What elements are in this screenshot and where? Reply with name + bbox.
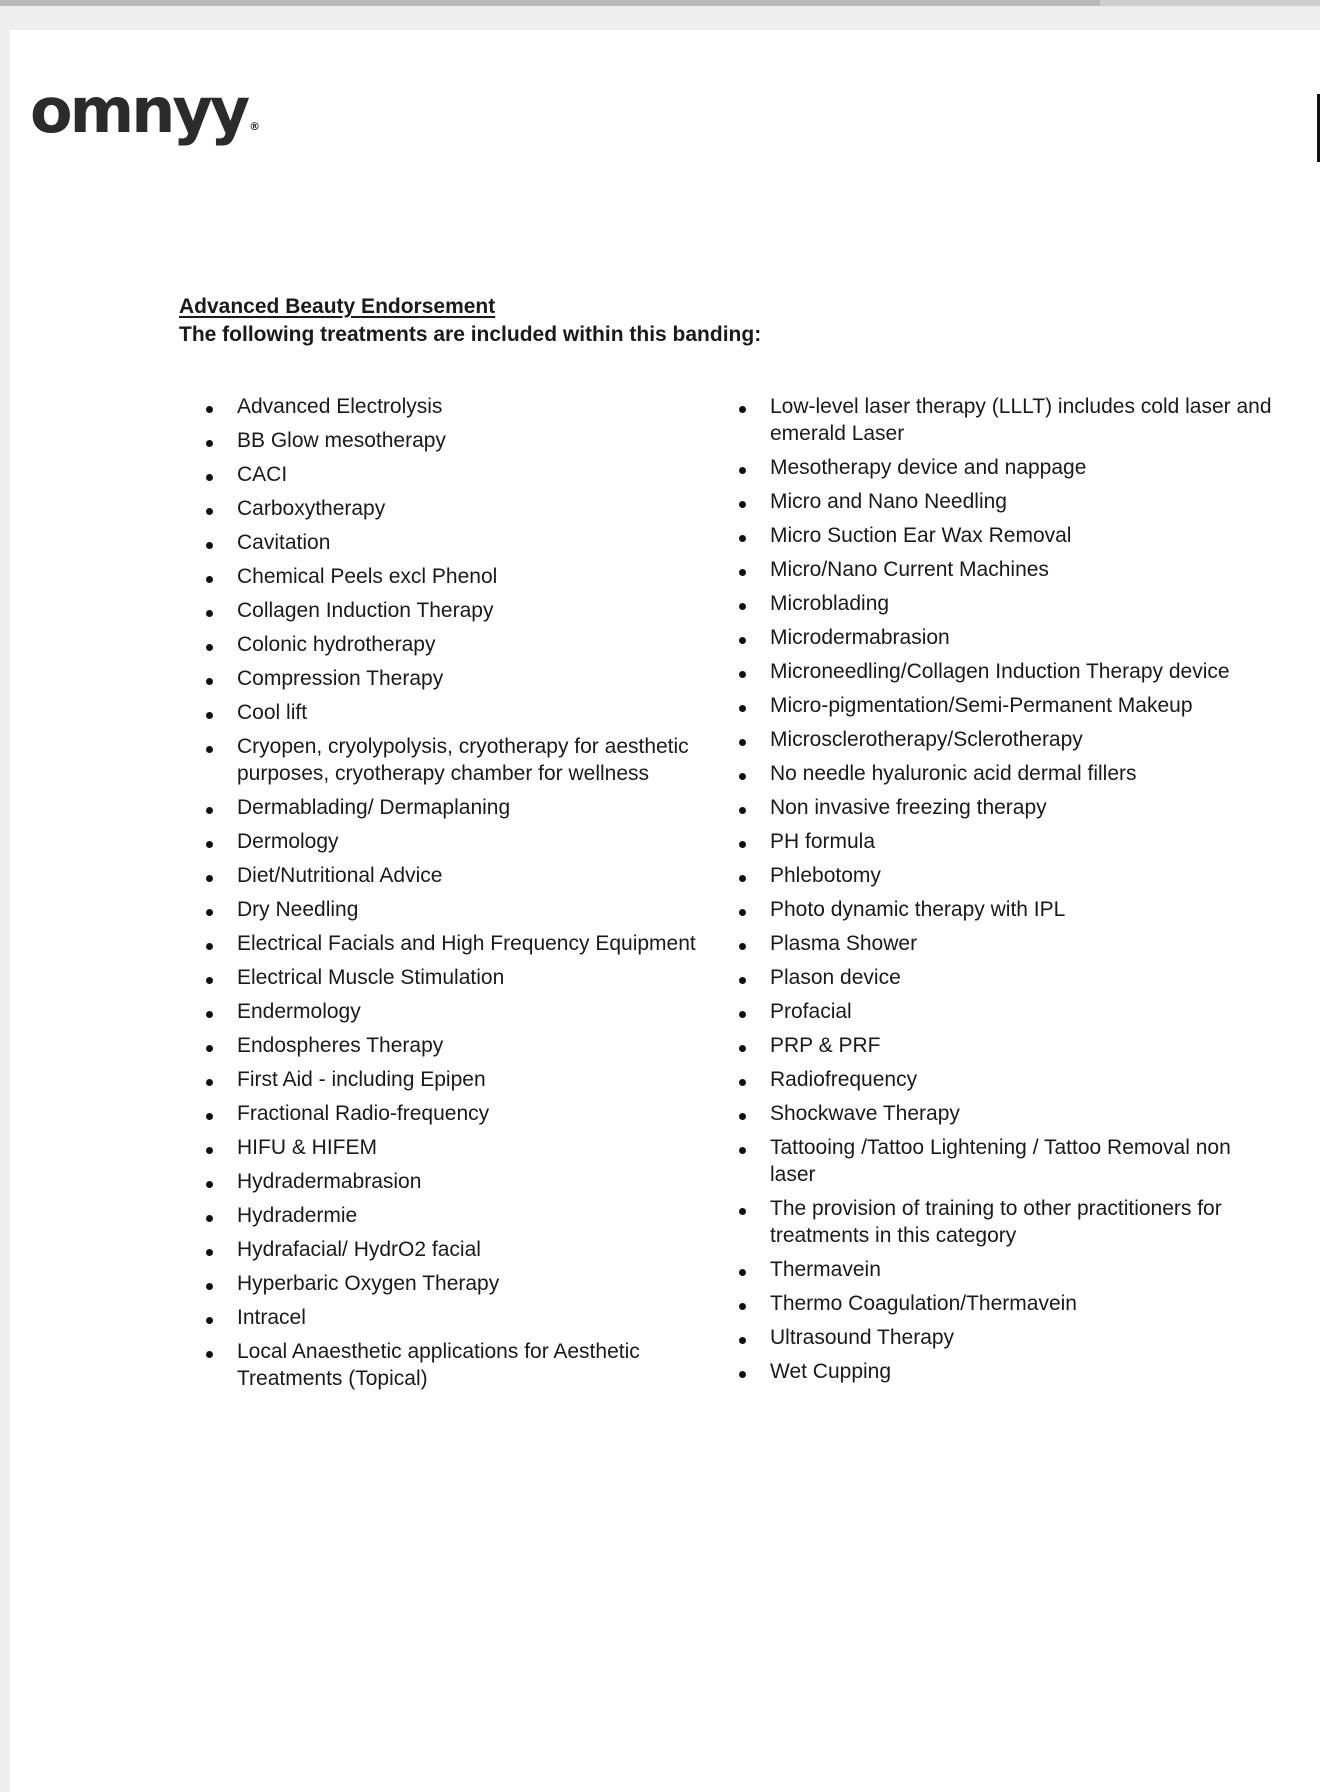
treatment-list-item xyxy=(712,590,1272,617)
bullet-icon xyxy=(206,1181,213,1188)
bullet-icon xyxy=(739,773,746,780)
treatment-list-item xyxy=(179,1134,699,1161)
omnyy-logo xyxy=(30,74,261,147)
bullet-icon xyxy=(739,841,746,848)
bullet-icon xyxy=(739,406,746,413)
treatment-label: Collagen Induction Therapy xyxy=(237,599,494,622)
top-scroll-bar xyxy=(0,0,1320,6)
treatment-list-item xyxy=(712,692,1272,719)
bullet-icon xyxy=(206,474,213,481)
treatment-label: Advanced Electrolysis xyxy=(237,395,443,418)
treatment-label: Colonic hydrotherapy xyxy=(237,633,436,656)
treatment-list-item xyxy=(712,1256,1272,1283)
bullet-icon xyxy=(739,569,746,576)
treatment-label: Profacial xyxy=(770,1000,852,1023)
bullet-icon xyxy=(206,807,213,814)
bullet-icon xyxy=(739,671,746,678)
treatment-label: The provision of training to other practitioners for treatments in this category xyxy=(770,1197,1222,1247)
treatment-label: Photo dynamic therapy with IPL xyxy=(770,898,1066,921)
document-heading xyxy=(179,293,761,349)
treatment-label: Cool lift xyxy=(237,701,308,724)
treatment-list-item xyxy=(179,1100,699,1127)
bullet-icon xyxy=(206,1045,213,1052)
bullet-icon xyxy=(206,1317,213,1324)
treatment-list-item xyxy=(179,930,699,957)
treatment-label: Radiofrequency xyxy=(770,1068,918,1091)
treatment-label: First Aid - including Epipen xyxy=(237,1068,486,1091)
bullet-icon xyxy=(739,1079,746,1086)
treatment-list-item xyxy=(712,393,1272,447)
treatment-list-item xyxy=(179,862,699,889)
treatment-list-item xyxy=(179,427,699,454)
treatment-list-item xyxy=(712,794,1272,821)
document-title: Advanced Beauty Endorsement xyxy=(179,295,496,318)
bullet-icon xyxy=(206,542,213,549)
treatments-list-right xyxy=(712,393,1272,1392)
treatment-label: Thermavein xyxy=(770,1258,881,1281)
treatment-label: Chemical Peels excl Phenol xyxy=(237,565,498,588)
treatment-list-item xyxy=(179,1270,699,1297)
treatment-list-item xyxy=(712,862,1272,889)
treatment-list-item xyxy=(712,964,1272,991)
treatment-label: Ultrasound Therapy xyxy=(770,1326,955,1349)
treatment-label: Electrical Muscle Stimulation xyxy=(237,966,505,989)
treatment-list-item xyxy=(712,1066,1272,1093)
treatment-label: Cryopen, cryolypolysis, cryotherapy for aesthetic purposes, cryotherapy chamber for wellness xyxy=(237,735,689,785)
treatment-label: Endermology xyxy=(237,1000,361,1023)
bullet-icon xyxy=(739,1011,746,1018)
bullet-icon xyxy=(206,1147,213,1154)
bullet-icon xyxy=(739,1045,746,1052)
treatment-list-item xyxy=(712,1324,1272,1351)
bullet-icon xyxy=(739,977,746,984)
treatment-label: Hydradermie xyxy=(237,1204,358,1227)
treatment-list-item xyxy=(179,998,699,1025)
bullet-icon xyxy=(739,1113,746,1120)
bullet-icon xyxy=(206,1283,213,1290)
treatment-list-item xyxy=(712,930,1272,957)
bullet-icon xyxy=(739,1269,746,1276)
bullet-icon xyxy=(739,705,746,712)
bullet-icon xyxy=(206,678,213,685)
treatment-list-item xyxy=(179,461,699,488)
document-subtitle: The following treatments are included within this banding: xyxy=(179,323,762,346)
treatment-label: Phlebotomy xyxy=(770,864,881,887)
bullet-icon xyxy=(739,807,746,814)
treatment-list-item xyxy=(179,393,699,420)
treatment-list-item xyxy=(179,597,699,624)
registered-mark: ® xyxy=(249,120,261,133)
document-page xyxy=(10,30,1320,1792)
treatment-label: Fractional Radio-frequency xyxy=(237,1102,490,1125)
bullet-icon xyxy=(206,1011,213,1018)
bullet-icon xyxy=(206,1113,213,1120)
treatment-list-item xyxy=(712,1290,1272,1317)
top-bar-segment xyxy=(1100,0,1320,6)
bullet-icon xyxy=(206,841,213,848)
treatment-label: Non invasive freezing therapy xyxy=(770,796,1047,819)
bullet-icon xyxy=(206,1079,213,1086)
logo-text: omnyy xyxy=(30,74,248,147)
treatment-list-item xyxy=(712,522,1272,549)
treatment-list-item xyxy=(179,1304,699,1331)
treatment-label: Local Anaesthetic applications for Aesthetic Treatments (Topical) xyxy=(237,1340,640,1390)
bullet-icon xyxy=(206,909,213,916)
treatment-list-item xyxy=(179,733,699,787)
treatment-label: Microneedling/Collagen Induction Therapy device xyxy=(770,660,1230,683)
treatment-label: PH formula xyxy=(770,830,876,853)
treatment-list-item xyxy=(179,529,699,556)
treatment-label: Mesotherapy device and nappage xyxy=(770,456,1087,479)
treatment-list-item xyxy=(179,1168,699,1195)
bullet-icon xyxy=(206,1249,213,1256)
treatment-label: Hyperbaric Oxygen Therapy xyxy=(237,1272,500,1295)
bullet-icon xyxy=(739,637,746,644)
treatment-list-item xyxy=(712,556,1272,583)
treatment-list-item xyxy=(712,1195,1272,1249)
treatment-list-item xyxy=(179,665,699,692)
treatment-label: Intracel xyxy=(237,1306,306,1329)
bullet-icon xyxy=(206,508,213,515)
bullet-icon xyxy=(739,603,746,610)
bullet-icon xyxy=(206,644,213,651)
treatment-label: PRP & PRF xyxy=(770,1034,881,1057)
bullet-icon xyxy=(739,467,746,474)
treatment-label: CACI xyxy=(237,463,288,486)
treatment-label: Plason device xyxy=(770,966,901,989)
bullet-icon xyxy=(739,875,746,882)
treatment-label: No needle hyaluronic acid dermal fillers xyxy=(770,762,1137,785)
treatment-list-item xyxy=(179,1066,699,1093)
treatment-label: Electrical Facials and High Frequency Equipment xyxy=(237,932,696,955)
treatment-list-item xyxy=(712,828,1272,855)
bullet-icon xyxy=(206,712,213,719)
bullet-icon xyxy=(739,1303,746,1310)
treatment-label: Microblading xyxy=(770,592,890,615)
treatment-list-item xyxy=(712,1100,1272,1127)
treatment-label: Low-level laser therapy (LLLT) includes cold laser and emerald Laser xyxy=(770,395,1272,445)
bullet-icon xyxy=(739,501,746,508)
treatment-label: Hydrafacial/ HydrO2 facial xyxy=(237,1238,481,1261)
treatment-label: Endospheres Therapy xyxy=(237,1034,444,1057)
treatment-list-item xyxy=(179,1338,699,1392)
bullet-icon xyxy=(206,440,213,447)
treatment-list-item xyxy=(179,896,699,923)
treatment-list-item xyxy=(712,726,1272,753)
treatment-list-item xyxy=(712,760,1272,787)
treatment-list-item xyxy=(179,495,699,522)
treatment-label: Dermology xyxy=(237,830,339,853)
treatment-list-item xyxy=(712,1358,1272,1385)
treatment-label: Microdermabrasion xyxy=(770,626,950,649)
bullet-icon xyxy=(739,535,746,542)
treatment-label: Carboxytherapy xyxy=(237,497,386,520)
treatment-label: HIFU & HIFEM xyxy=(237,1136,377,1159)
bullet-icon xyxy=(739,1147,746,1154)
treatment-label: Dermablading/ Dermaplaning xyxy=(237,796,511,819)
treatment-label: BB Glow mesotherapy xyxy=(237,429,446,452)
treatment-label: Micro-pigmentation/Semi-Permanent Makeup xyxy=(770,694,1193,717)
treatment-list-item xyxy=(712,488,1272,515)
treatment-label: Dry Needling xyxy=(237,898,359,921)
treatment-label: Cavitation xyxy=(237,531,331,554)
bullet-icon xyxy=(206,406,213,413)
bullet-icon xyxy=(739,909,746,916)
treatment-list-item xyxy=(179,794,699,821)
bullet-icon xyxy=(739,739,746,746)
bullet-icon xyxy=(739,1208,746,1215)
treatment-label: Micro Suction Ear Wax Removal xyxy=(770,524,1072,547)
bullet-icon xyxy=(206,943,213,950)
treatment-list-item xyxy=(179,631,699,658)
treatment-list-item xyxy=(179,699,699,726)
treatment-label: Hydradermabrasion xyxy=(237,1170,422,1193)
bullet-icon xyxy=(739,1371,746,1378)
treatment-list-item xyxy=(179,1236,699,1263)
treatment-list-item xyxy=(179,964,699,991)
treatment-label: Micro and Nano Needling xyxy=(770,490,1007,513)
treatments-list-left xyxy=(179,393,699,1399)
bullet-icon xyxy=(206,1351,213,1358)
treatment-label: Compression Therapy xyxy=(237,667,444,690)
bullet-icon xyxy=(206,875,213,882)
treatment-list-item xyxy=(179,1202,699,1229)
treatment-list-item xyxy=(712,1032,1272,1059)
treatment-list-item xyxy=(712,624,1272,651)
bullet-icon xyxy=(739,943,746,950)
treatment-label: Tattooing /Tattoo Lightening / Tattoo Removal non laser xyxy=(770,1136,1231,1186)
treatment-label: Micro/Nano Current Machines xyxy=(770,558,1049,581)
bullet-icon xyxy=(206,977,213,984)
treatment-label: Microsclerotherapy/Sclerotherapy xyxy=(770,728,1083,751)
treatment-label: Shockwave Therapy xyxy=(770,1102,960,1125)
treatment-list-item xyxy=(712,454,1272,481)
bullet-icon xyxy=(739,1337,746,1344)
bullet-icon xyxy=(206,1215,213,1222)
treatment-list-item xyxy=(179,1032,699,1059)
treatment-list-item xyxy=(712,896,1272,923)
bullet-icon xyxy=(206,746,213,753)
treatment-list-item xyxy=(712,998,1272,1025)
treatment-list-item xyxy=(179,828,699,855)
treatment-label: Wet Cupping xyxy=(770,1360,892,1383)
treatment-list-item xyxy=(712,658,1272,685)
treatment-list-item xyxy=(179,563,699,590)
bullet-icon xyxy=(206,576,213,583)
treatment-label: Thermo Coagulation/Thermavein xyxy=(770,1292,1077,1315)
treatment-label: Diet/Nutritional Advice xyxy=(237,864,443,887)
bullet-icon xyxy=(206,610,213,617)
treatment-label: Plasma Shower xyxy=(770,932,918,955)
treatment-list-item xyxy=(712,1134,1272,1188)
